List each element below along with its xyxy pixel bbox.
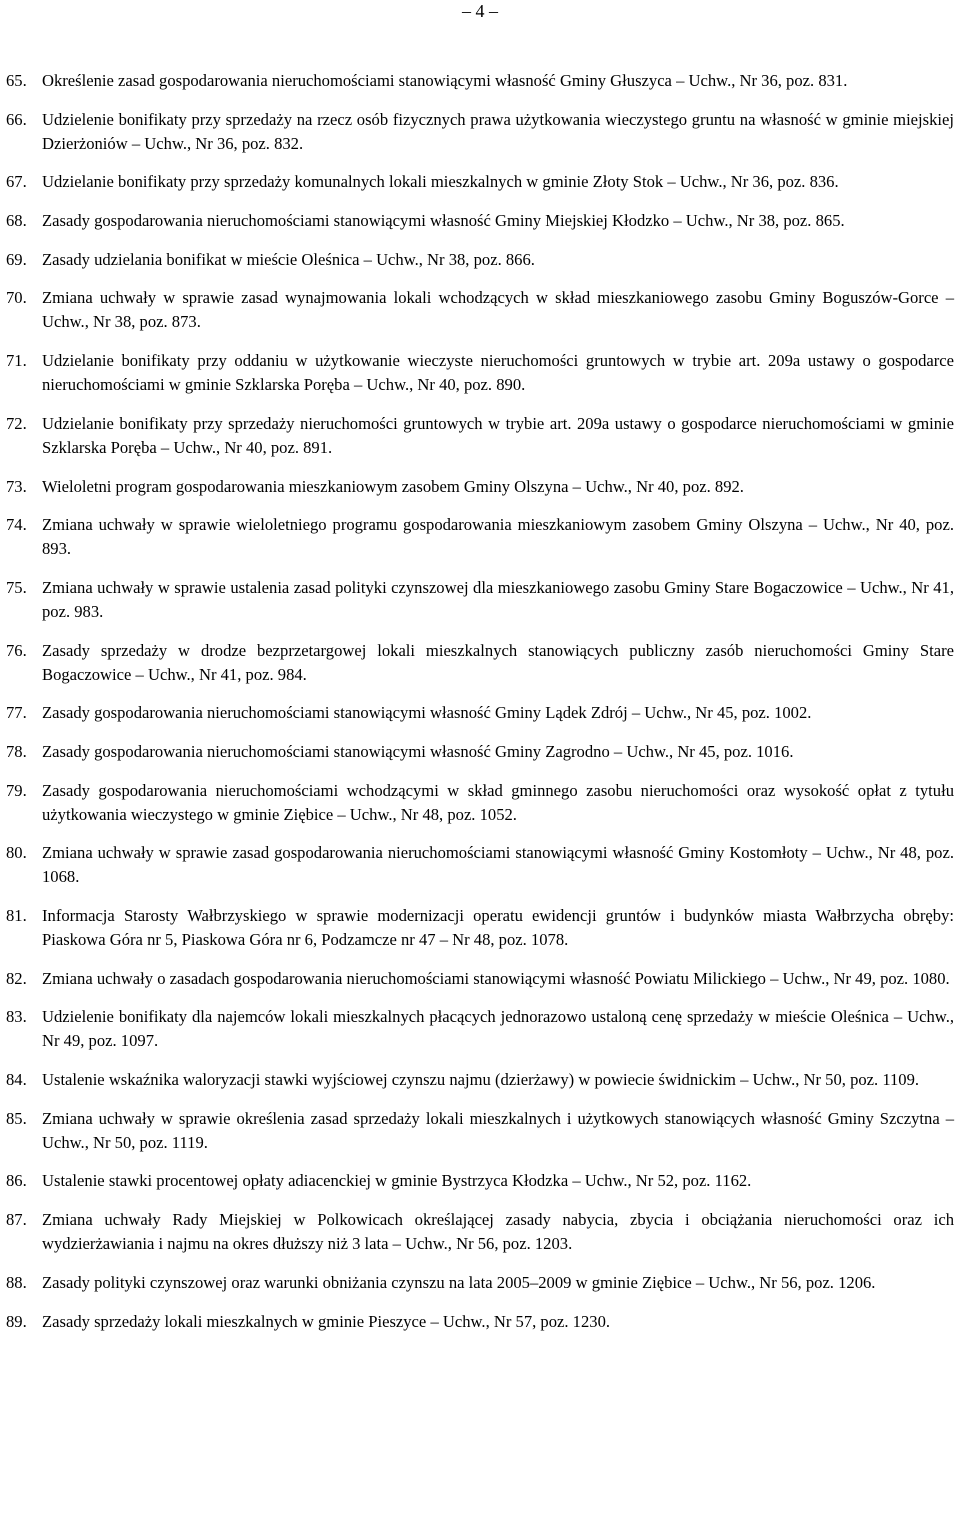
item-number: 76. xyxy=(6,640,27,660)
item-number: 70. xyxy=(6,288,27,308)
item-text: Informacja Starosty Wałbrzyskiego w sprawie modernizacji operatu ewidencji gruntów i budynków miasta Wałbrzycha obręby: Piaskowa Góra nr 5, Piaskowa Góra nr 6, Podzamcze nr 47 – Nr 48, poz. 1078. xyxy=(42,906,954,949)
item-number: 74. xyxy=(6,515,27,535)
list-item xyxy=(0,286,960,334)
item-text: Zmiana uchwały w sprawie ustalenia zasad polityki czynszowej dla mieszkaniowego zasobu Gminy Stare Bogaczowice – Uchw., Nr 41, poz. 983. xyxy=(42,577,954,621)
item-text: Zasady gospodarowania nieruchomościami stanowiącymi własność Gminy Lądek Zdrój – Uchw., Nr 45, poz. 1002. xyxy=(42,703,812,723)
list-item xyxy=(0,1107,960,1155)
item-text: Zasady gospodarowania nieruchomościami wchodzącymi w skład gminnego zasobu nieruchomości oraz wysokość opłat z tytułu użytkowania wieczystego w gminie Ziębice – Uchw., Nr 48, poz. 1052. xyxy=(42,780,954,824)
item-number: 81. xyxy=(6,906,27,925)
list-item xyxy=(0,170,960,194)
list-item xyxy=(0,209,960,233)
item-text: Zmiana uchwały w sprawie wieloletniego programu gospodarowania mieszkaniowym zasobem Gminy Olszyna – Uchw., Nr 40, poz. 893. xyxy=(42,515,954,559)
list-item xyxy=(0,639,960,687)
item-number: 86. xyxy=(6,1171,27,1191)
item-number: 82. xyxy=(6,968,27,988)
item-text: Udzielenie bonifikaty dla najemców lokali mieszkalnych płacących jednorazowo ustaloną cenę sprzedaży w mieście Oleśnica – Uchw., Nr 49, poz. 1097. xyxy=(42,1007,954,1051)
list-item xyxy=(0,779,960,827)
list-item xyxy=(0,513,960,561)
item-number: 75. xyxy=(6,577,27,597)
list-item xyxy=(0,740,960,764)
item-text: Zasady sprzedaży w drodze bezprzetargowej lokali mieszkalnych stanowiących publiczny zasób nieruchomości Gminy Stare Bogaczowice – Uchw., Nr 41, poz. 984. xyxy=(42,640,954,684)
item-text: Zasady polityki czynszowej oraz warunki obniżania czynszu na lata 2005–2009 w gminie Ziębice – Uchw., Nr 56, poz. 1206. xyxy=(42,1272,876,1292)
page-number: – 4 – xyxy=(462,1,498,21)
entry-list xyxy=(0,69,960,1348)
item-text: Zmiana uchwały Rady Miejskiej w Polkowicach określającej zasady nabycia, zbycia i obciążania nieruchomości oraz ich wydzierżawiania i najmu na okres dłuższy niż 3 lata – Uchw., Nr 56, poz. 1203. xyxy=(42,1210,954,1254)
list-item xyxy=(0,1208,960,1256)
item-number: 69. xyxy=(6,249,27,269)
item-text: Udzielanie bonifikaty przy oddaniu w użytkowanie wieczyste nieruchomości gruntowych w trybie art. 209a ustawy o gospodarce nieruchomościami w gminie Szklarska Poręba – Uchw., Nr 40, poz. 890. xyxy=(42,351,954,395)
list-item xyxy=(0,841,960,889)
item-text: Udzielanie bonifikaty przy sprzedaży nieruchomości gruntowych w trybie art. 209a ustawy o gospodarce nieruchomościami w gminie Szklarska Poręba – Uchw., Nr 40, poz. 891. xyxy=(42,413,954,457)
item-number: 89. xyxy=(6,1311,27,1331)
list-item xyxy=(0,967,960,991)
list-item xyxy=(0,108,960,156)
list-item xyxy=(0,349,960,397)
item-number: 88. xyxy=(6,1272,27,1292)
item-number: 87. xyxy=(6,1210,27,1230)
item-number: 83. xyxy=(6,1007,27,1027)
item-number: 68. xyxy=(6,211,27,231)
list-item xyxy=(0,1310,960,1334)
list-item xyxy=(0,412,960,460)
item-text: Udzielanie bonifikaty przy sprzedaży komunalnych lokali mieszkalnych w gminie Złoty Stok – Uchw., Nr 36, poz. 836. xyxy=(42,172,839,192)
list-item xyxy=(0,576,960,624)
list-item xyxy=(0,1068,960,1092)
item-number: 80. xyxy=(6,843,27,863)
item-text: Określenie zasad gospodarowania nieruchomościami stanowiącymi własność Gminy Głuszyca – Uchw., Nr 36, poz. 831. xyxy=(42,71,848,90)
item-number: 73. xyxy=(6,476,27,496)
list-item xyxy=(0,1005,960,1053)
list-item xyxy=(0,701,960,725)
item-text: Zasady gospodarowania nieruchomościami stanowiącymi własność Gminy Zagrodno – Uchw., Nr 45, poz. 1016. xyxy=(42,741,794,761)
list-item xyxy=(0,475,960,499)
item-text: Udzielenie bonifikaty przy sprzedaży na rzecz osób fizycznych prawa użytkowania wieczystego gruntu na własność w gminie miejskiej Dzierżoniów – Uchw., Nr 36, poz. 832. xyxy=(42,109,954,153)
item-text: Zmiana uchwały w sprawie zasad wynajmowania lokali wchodzących w skład mieszkaniowego zasobu Gminy Boguszów-Gorce – Uchw., Nr 38, poz. 873. xyxy=(42,288,954,332)
item-text: Zmiana uchwały w sprawie zasad gospodarowania nieruchomościami stanowiącymi własność Gminy Kostomłoty – Uchw., Nr 48, poz. 1068. xyxy=(42,843,954,887)
list-item xyxy=(0,1169,960,1193)
item-number: 72. xyxy=(6,413,27,433)
item-text: Zmiana uchwały w sprawie określenia zasad sprzedaży lokali mieszkalnych i użytkowych stanowiących własność Gminy Szczytna – Uchw., Nr 50, poz. 1119. xyxy=(42,1108,954,1152)
list-item xyxy=(0,1271,960,1295)
item-number: 67. xyxy=(6,172,27,192)
item-number: 66. xyxy=(6,109,27,129)
item-text: Zasady sprzedaży lokali mieszkalnych w gminie Pieszyce – Uchw., Nr 57, poz. 1230. xyxy=(42,1311,611,1331)
item-text: Zmiana uchwały o zasadach gospodarowania nieruchomościami stanowiącymi własność Powiatu Milickiego – Uchw., Nr 49, poz. 1080. xyxy=(42,968,950,988)
item-number: 65. xyxy=(6,71,27,90)
list-item xyxy=(0,69,960,93)
item-number: 85. xyxy=(6,1108,27,1128)
item-number: 77. xyxy=(6,703,27,723)
item-number: 78. xyxy=(6,741,27,761)
list-item xyxy=(0,904,960,952)
item-text: Zasady udzielania bonifikat w mieście Oleśnica – Uchw., Nr 38, poz. 866. xyxy=(42,249,535,269)
item-text: Ustalenie stawki procentowej opłaty adiacenckiej w gminie Bystrzyca Kłodzka – Uchw., Nr 52, poz. 1162. xyxy=(42,1171,752,1191)
item-text: Zasady gospodarowania nieruchomościami stanowiącymi własność Gminy Miejskiej Kłodzko – Uchw., Nr 38, poz. 865. xyxy=(42,211,845,231)
item-text: Ustalenie wskaźnika waloryzacji stawki wyjściowej czynszu najmu (dzierżawy) w powiecie świdnickim – Uchw., Nr 50, poz. 1109. xyxy=(42,1070,920,1090)
item-number: 84. xyxy=(6,1070,27,1090)
item-text: Wieloletni program gospodarowania mieszkaniowym zasobem Gminy Olszyna – Uchw., Nr 40, poz. 892. xyxy=(42,476,744,496)
item-number: 79. xyxy=(6,780,27,800)
list-item xyxy=(0,248,960,272)
item-number: 71. xyxy=(6,351,27,371)
